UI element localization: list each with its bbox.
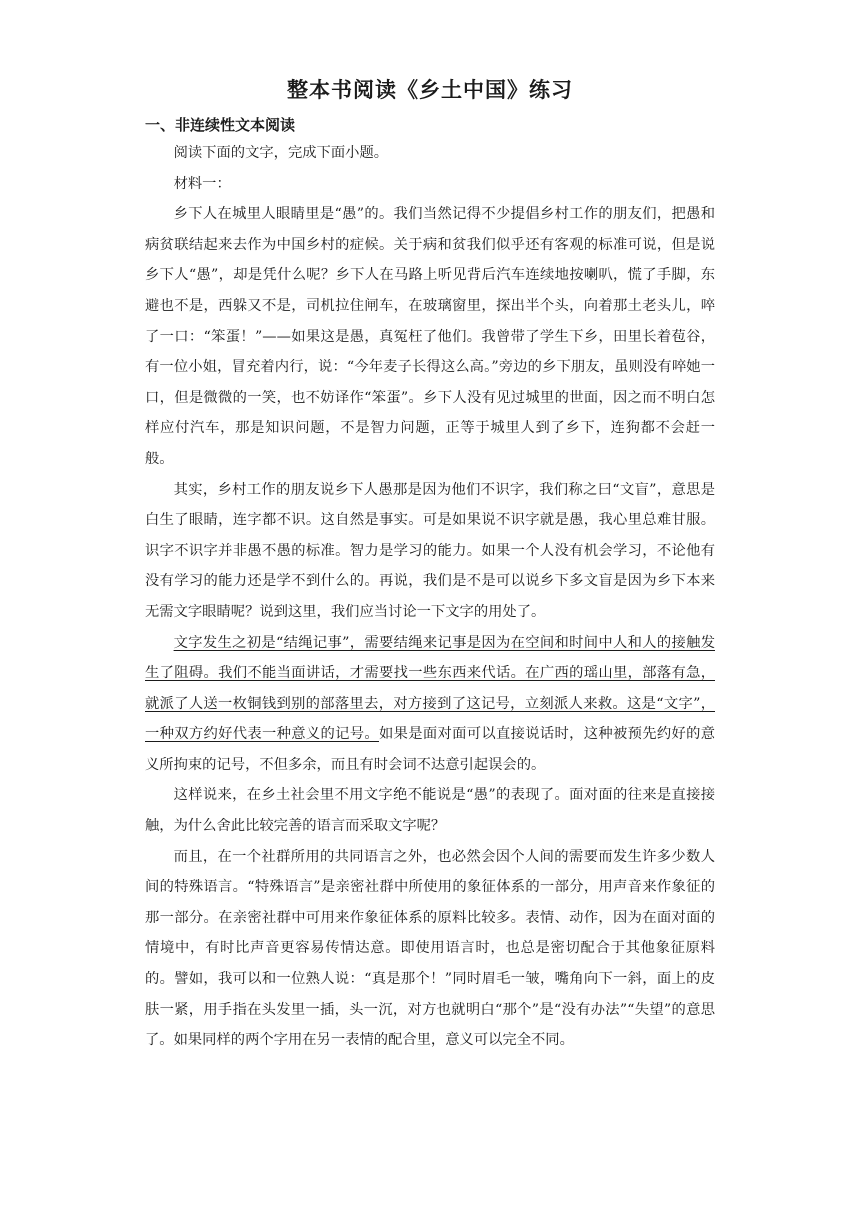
instruction-text: 阅读下面的文字，完成下面小题。 xyxy=(173,145,389,161)
document-title: 整本书阅读《乡土中国》练习 xyxy=(287,78,573,102)
paragraph-2: 其实，乡村工作的朋友说乡下人愚那是因为他们不识字，我们称之曰“文盲”，意思是白生了眼睛，连字都不识。这自然是事实。可是如果说不识字就是愚，我心里总难甘服。识字不识字并非愚不愚的标准。智力是学习的能力。如果一个人没有机会学习，不论他有没有学习的能力还是学不到什么的。再说，我们是不是可以说乡下多文盲是因为乡下本来无需文字眼睛呢？说到这里，我们应当讨论一下文字的用处了。 xyxy=(145,481,715,620)
paragraph-5: 而且，在一个社群所用的共同语言之外，也必然会因个人间的需要而发生许多少数人间的特殊语言。“特殊语言”是亲密社群中所使用的象征体系的一部分，用声音来作象征的那一部分。在亲密社群中可用来作象征体系的原料比较多。表情、动作，因为在面对面的情境中，有时比声音更容易传情达意。即使用语言时，也总是密切配合于其他象征原料的。譬如，我可以和一位熟人说：“真是那个！”同时眉毛一皱，嘴角向下一斜，面上的皮肤一紧，用手指在头发里一插，头一沉，对方也就明白“那个”是“没有办法”“失望”的意思了。如果同样的两个字用在另一表情的配合里，意义可以完全不同。 xyxy=(145,848,715,1049)
section-heading: 一、非连续性文本阅读 xyxy=(145,116,296,134)
paragraph-3 xyxy=(145,628,715,781)
document-body xyxy=(145,138,715,1056)
paragraph-3-rest: 如果是面对面可以直接说话时，这种被预先约好的意义所拘束的记号，不但多余，而且有时会词不达意引起误会的。 xyxy=(145,726,716,773)
underlined-passage: 文字发生之初是“结绳记事”，需要结绳来记事是因为在空间和时间中人和人的接触发生了阻碍。我们不能当面讲话，才需要找一些东西来代话。在广西的瑶山里，部落有急，就派了人送一枚铜钱到别的部落里去，对方接到了这记号，立刻派人来救。这是“文字”，一种双方约好代表一种意义的记号。 xyxy=(145,634,715,743)
paragraph-1: 乡下人在城里人眼睛里是“愚”的。我们当然记得不少提倡乡村工作的朋友们，把愚和病贫联结起来去作为中国乡村的症候。关于病和贫我们似乎还有客观的标准可说，但是说乡下人“愚”，却是凭什么呢？乡下人在马路上听见背后汽车连续地按喇叭，慌了手脚，东避也不是，西躲又不是，司机拉住闸车，在玻璃窗里，探出半个头，向着那土老头儿，啐了一口：“笨蛋！”——如果这是愚，真冤枉了他们。我曾带了学生下乡，田里长着苞谷，有一位小姐，冒充着内行，说：“今年麦子长得这么高。”旁边的乡下朋友，虽则没有啐她一口，但是微微的一笑，也不妨译作“笨蛋”。乡下人没有见过城里的世面，因之而不明白怎样应付汽车，那是知识问题，不是智力问题，正等于城里人到了乡下，连狗都不会赶一般。 xyxy=(145,206,715,467)
paragraph-4: 这样说来，在乡土社会里不用文字绝不能说是“愚”的表现了。面对面的往来是直接接触，为什么舍此比较完善的语言而采取文字呢？ xyxy=(145,787,715,835)
material-label: 材料一： xyxy=(173,175,231,192)
